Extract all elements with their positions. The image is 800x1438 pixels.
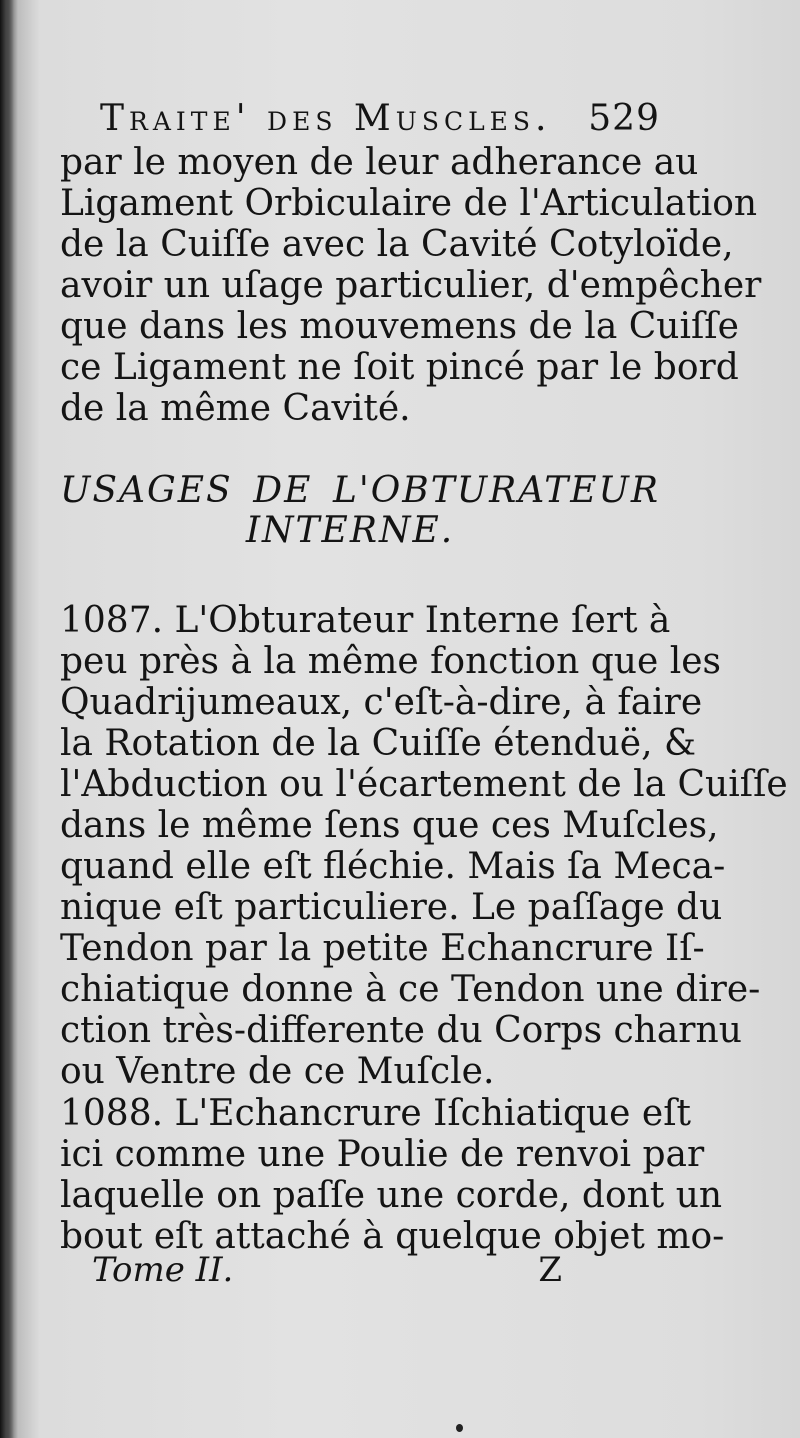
text-line: Quadrijumeaux, c'eſt-à-dire, à faire — [60, 682, 703, 723]
text-line: de la Cuiſſe avec la Cavité Cotyloïde, — [60, 224, 734, 265]
page-footer — [92, 1250, 562, 1294]
volume-label: Tome II. — [92, 1250, 234, 1290]
text-line: ce Ligament ne ſoit pincé par le bord — [60, 347, 739, 388]
text-line: par le moyen de leur adherance au — [60, 142, 699, 183]
ink-speck — [456, 1424, 463, 1432]
text-line: 1087. L'Obturateur Interne ſert à — [60, 600, 671, 641]
running-head-title: Traite' des Muscles. — [100, 98, 552, 139]
text-line: nique eſt particuliere. Le paſſage du — [60, 887, 723, 928]
text-line: Ligament Orbiculaire de l'Articulation — [60, 183, 758, 224]
text-line: avoir un uſage particulier, d'empêcher — [60, 265, 762, 306]
section-heading-line-2: INTERNE. — [245, 510, 455, 551]
text-line: que dans les mouvemens de la Cuiſſe — [60, 306, 739, 347]
text-line: laquelle on paſſe une corde, dont un — [60, 1175, 723, 1216]
text-line: Tendon par la petite Echancrure Iſ- — [60, 928, 705, 969]
text-line: ou Ventre de ce Muſcle. — [60, 1051, 495, 1092]
binding-gutter — [0, 0, 14, 1438]
paragraph-1088 — [60, 1093, 725, 1257]
text-line: de la même Cavité. — [60, 388, 411, 429]
continued-paragraph — [60, 142, 762, 429]
text-line: ction très-differente du Corps charnu — [60, 1010, 742, 1051]
text-line: l'Abduction ou l'écartement de la Cuiſſe — [60, 764, 788, 805]
text-line: peu près à la même fonction que les — [60, 641, 722, 682]
signature-mark: Z — [538, 1250, 562, 1290]
text-line: bout eſt attaché à quelque objet mo- — [60, 1216, 725, 1257]
text-line: dans le même ſens que ces Muſcles, — [60, 805, 719, 846]
text-line: ici comme une Poulie de renvoi par — [60, 1134, 705, 1175]
section-heading-line-1: USAGES DE L'OBTURATEUR — [60, 470, 660, 511]
page-number: 529 — [588, 98, 660, 139]
running-head — [100, 98, 660, 148]
text-line: quand elle eſt fléchie. Mais ſa Meca- — [60, 846, 726, 887]
text-line: la Rotation de la Cuiſſe étenduë, & — [60, 723, 696, 764]
text-line: 1088. L'Echancrure Iſchiatique eſt — [60, 1093, 692, 1134]
text-line: chiatique donne à ce Tendon une dire- — [60, 969, 761, 1010]
paragraph-1087 — [60, 600, 788, 1092]
